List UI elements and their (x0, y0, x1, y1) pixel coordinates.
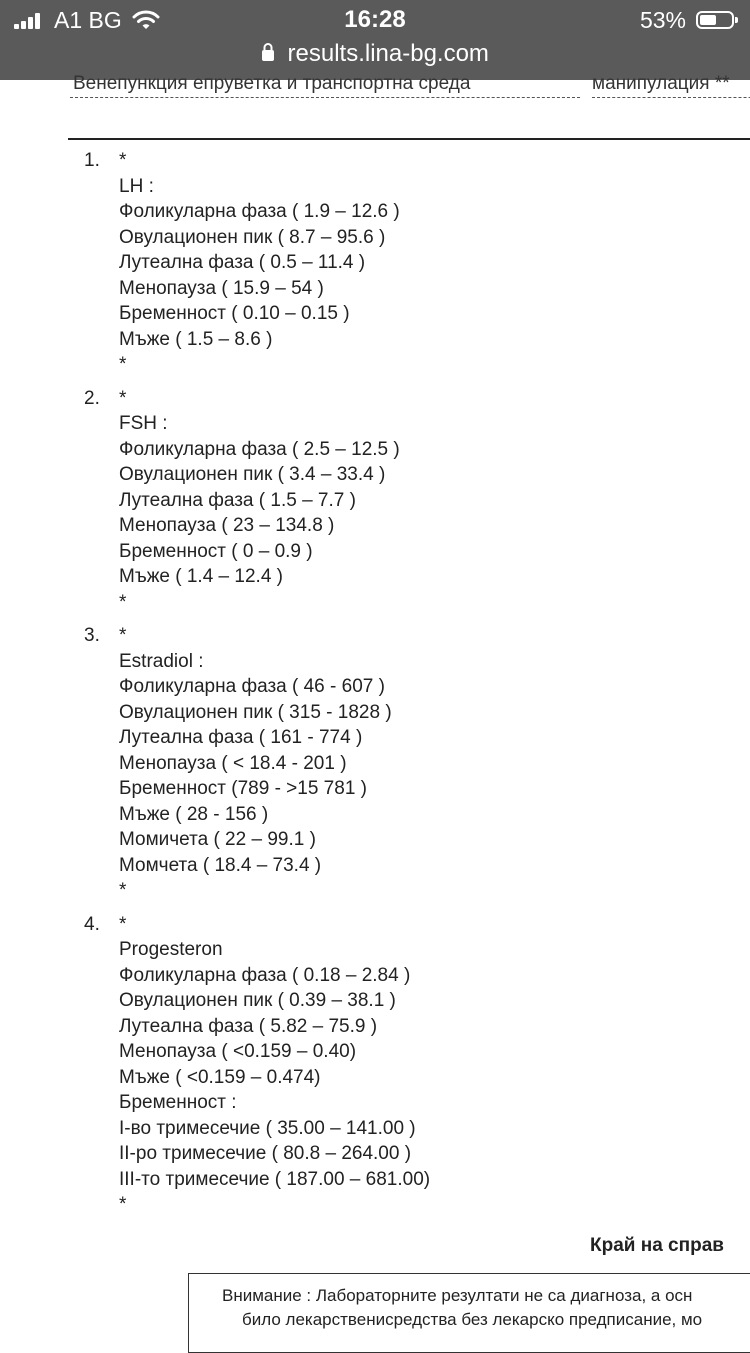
table-header (70, 68, 750, 98)
note-line: Лутеална фаза ( 1.5 – 7.7 ) (119, 489, 356, 511)
note-line: * (119, 625, 127, 646)
header-divider (70, 97, 580, 98)
note-line: II-ро тримесечие ( 80.8 – 264.00 ) (119, 1143, 412, 1164)
note-item (0, 386, 750, 616)
note-line: Лутеална фаза ( 161 - 774 ) (119, 727, 363, 748)
note-line: Фоликуларна фаза ( 0.18 – 2.84 ) (119, 964, 411, 986)
note-line: Лутеална фаза ( 5.82 – 75.9 ) (119, 1015, 378, 1037)
note-line: I-во тримесечие ( 35.00 – 141.00 ) (119, 1117, 416, 1139)
note-line: Овулационен пик ( 0.39 – 38.1 ) (119, 990, 396, 1011)
carrier-name: A1 BG (54, 7, 122, 33)
lock-icon (261, 42, 275, 62)
note-line: * (119, 591, 127, 613)
note-line: Мъже ( 1.5 – 8.6 ) (119, 328, 273, 350)
header-col-sample: Венепункция епруветка и транспортна среда (73, 73, 471, 94)
note-line: * (119, 913, 127, 935)
header-col-manipulation: манипулация ** (592, 73, 730, 94)
note-line: Progesteron (119, 939, 223, 960)
note-line: Estradiol : (119, 650, 204, 672)
note-line: Менопауза ( 23 – 134.8 ) (119, 515, 335, 536)
warning-text-line: Внимание : Лабораторните резултати не са диагноза, а осн (222, 1286, 693, 1305)
note-item (0, 148, 750, 378)
note-line: Овулационен пик ( 315 - 1828 ) (119, 701, 392, 723)
reference-notes-list (0, 148, 750, 1226)
note-line: Мъже ( 28 - 156 ) (119, 803, 269, 825)
note-line: Мъже ( <0.159 – 0.474) (119, 1066, 321, 1088)
note-line: Бременност ( 0.10 – 0.15 ) (119, 303, 350, 324)
note-line: * (119, 354, 127, 375)
warning-text-line: било лекарственисредства без лекарско предписание, мо (242, 1310, 703, 1329)
note-number: 3. (84, 625, 100, 646)
status-bar (0, 0, 750, 40)
note-line: LH : (119, 175, 154, 197)
warning-box (188, 1273, 750, 1353)
note-line: Овулационен пик ( 8.7 – 95.6 ) (119, 226, 386, 248)
note-line: FSH : (119, 413, 168, 434)
note-line: Бременност ( 0 – 0.9 ) (119, 540, 313, 562)
note-number: 1. (84, 150, 100, 171)
end-of-report-label: Край на справ (590, 1235, 724, 1256)
note-line: Овулационен пик ( 3.4 – 33.4 ) (119, 464, 386, 485)
clock: 16:28 (344, 6, 406, 33)
note-line: Момчета ( 18.4 – 73.4 ) (119, 854, 322, 876)
note-line: * (119, 880, 127, 901)
note-line: Бременност (789 - >15 781 ) (119, 778, 367, 799)
note-item (0, 623, 750, 904)
note-line: Момичета ( 22 – 99.1 ) (119, 829, 316, 850)
note-number: 2. (84, 387, 100, 409)
note-line: Менопауза ( < 18.4 - 201 ) (119, 752, 347, 774)
header-divider (592, 97, 750, 98)
note-line: Менопауза ( 15.9 – 54 ) (119, 277, 324, 299)
note-line: * (119, 1194, 127, 1215)
note-line: Мъже ( 1.4 – 12.4 ) (119, 566, 283, 587)
note-line: Лутеална фаза ( 0.5 – 11.4 ) (119, 252, 366, 273)
battery-percent: 53% (639, 7, 686, 33)
note-item (0, 912, 750, 1218)
url-text: results.lina-bg.com (287, 40, 489, 67)
note-line: Фоликуларна фаза ( 2.5 – 12.5 ) (119, 438, 400, 460)
note-line: Бременност : (119, 1092, 237, 1113)
section-divider (68, 138, 750, 140)
note-line: Менопауза ( <0.159 – 0.40) (119, 1041, 357, 1062)
note-line: III-то тримесечие ( 187.00 – 681.00) (119, 1168, 431, 1190)
note-line: * (119, 387, 127, 409)
note-line: Фоликуларна фаза ( 46 - 607 ) (119, 676, 385, 697)
note-line: * (119, 150, 127, 171)
note-line: Фоликуларна фаза ( 1.9 – 12.6 ) (119, 201, 400, 222)
note-number: 4. (84, 913, 100, 935)
battery-icon (696, 11, 734, 29)
